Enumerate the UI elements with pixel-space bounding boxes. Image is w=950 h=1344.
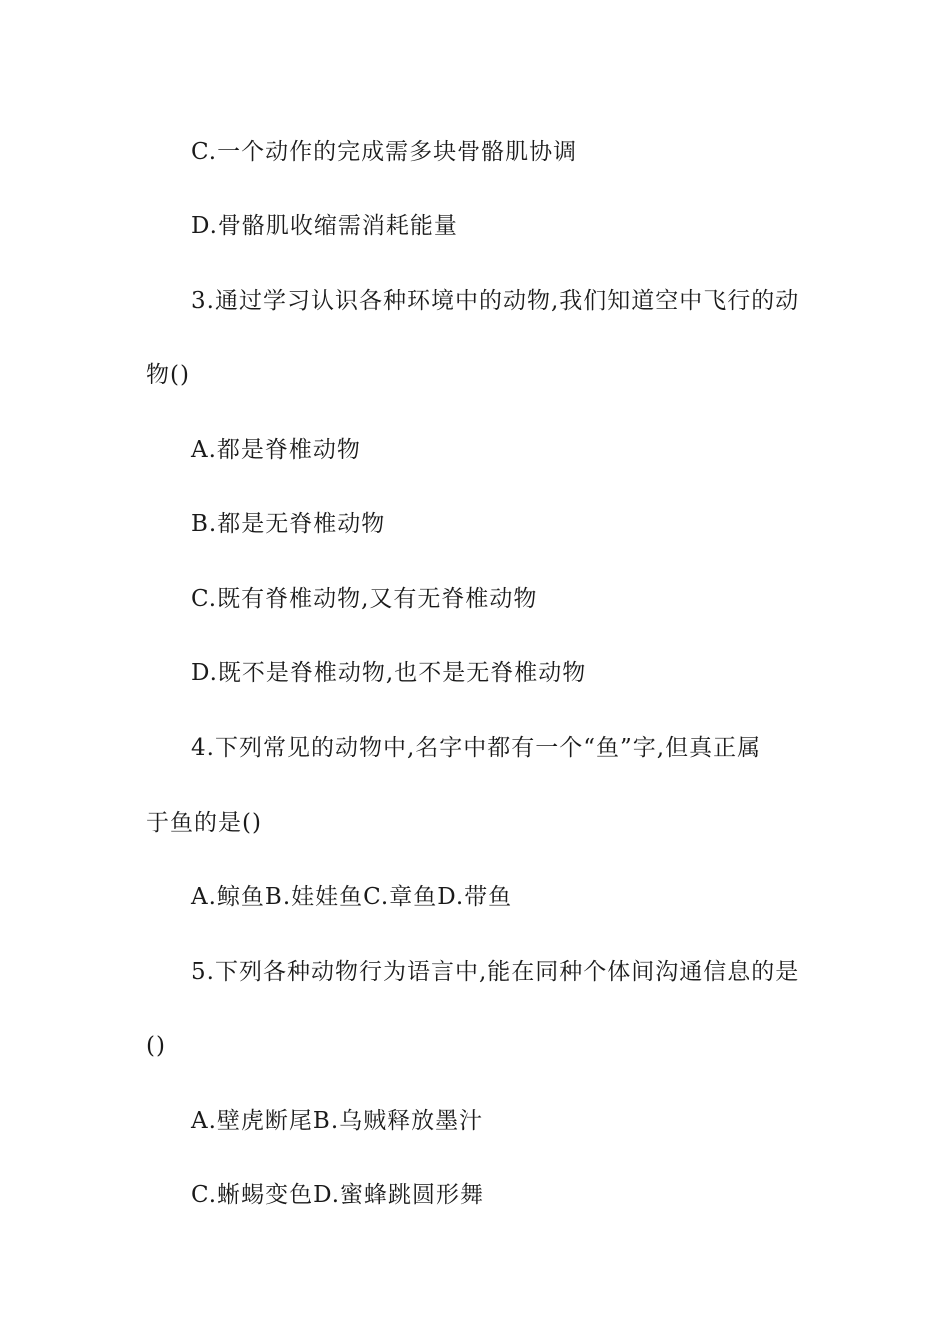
options-cd-q5: C.蜥蜴变色D.蜜蜂跳圆形舞: [191, 1182, 485, 1208]
question-3-line-1: 3.通过学习认识各种环境中的动物,我们知道空中飞行的动: [191, 288, 800, 314]
option-c-q3: C.既有脊椎动物,又有无脊椎动物: [191, 586, 538, 612]
question-3-line-2: 物(): [146, 362, 190, 388]
question-5-line-2: (): [146, 1033, 166, 1059]
options-q4: A.鲸鱼B.娃娃鱼C.章鱼D.带鱼: [191, 884, 513, 910]
option-d-q3: D.既不是脊椎动物,也不是无脊椎动物: [191, 660, 587, 686]
option-d-q2: D.骨骼肌收缩需消耗能量: [191, 213, 458, 239]
option-a-q3: A.都是脊椎动物: [191, 437, 361, 463]
question-4-line-1: 4.下列常见的动物中,名字中都有一个“鱼”字,但真正属: [191, 735, 762, 761]
options-ab-q5: A.壁虎断尾B.乌贼释放墨汁: [191, 1108, 484, 1134]
question-4-line-2: 于鱼的是(): [146, 810, 262, 836]
option-c-q2: C.一个动作的完成需多块骨骼肌协调: [191, 139, 578, 165]
question-5-line-1: 5.下列各种动物行为语言中,能在同种个体间沟通信息的是: [191, 959, 800, 985]
option-b-q3: B.都是无脊椎动物: [191, 511, 386, 537]
